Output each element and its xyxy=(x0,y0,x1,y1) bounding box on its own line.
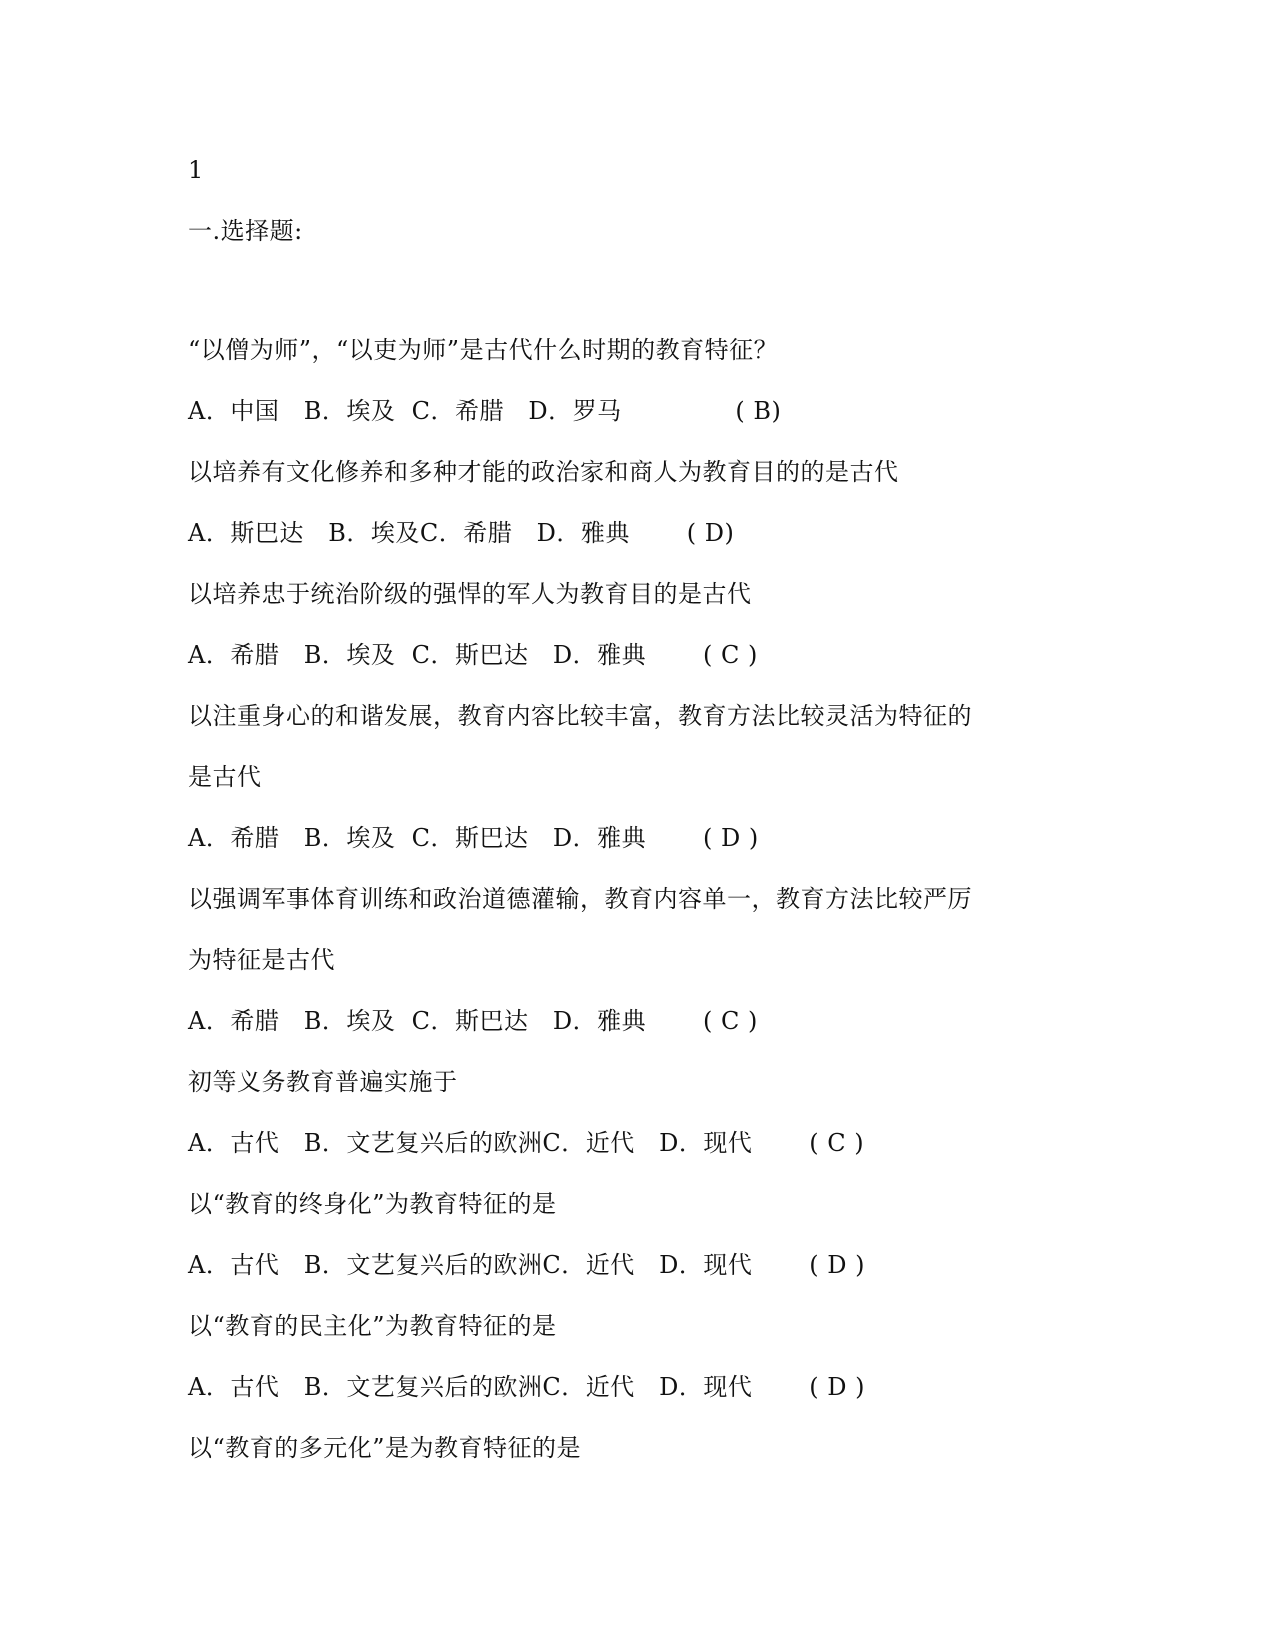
options-7: A．古代 B．文艺复兴后的欧洲C．近代 D．现代 ( D ) xyxy=(188,1251,865,1279)
options-8: A．古代 B．文艺复兴后的欧洲C．近代 D．现代 ( D ) xyxy=(188,1373,865,1401)
section-heading: 一.选择题: xyxy=(188,217,303,245)
question-4-line-1: 以注重身心的和谐发展，教育内容比较丰富，教育方法比较灵活为特征的 xyxy=(188,702,972,730)
question-5-line-1: 以强调军事体育训练和政治道德灌输，教育内容单一，教育方法比较严厉 xyxy=(188,885,972,913)
options-5: A．希腊 B．埃及 C．斯巴达 D．雅典 ( C ) xyxy=(188,1007,758,1035)
options-4: A．希腊 B．埃及 C．斯巴达 D．雅典 ( D ) xyxy=(188,824,759,852)
question-7: 以“教育的终身化”为教育特征的是 xyxy=(188,1190,557,1218)
spacer xyxy=(188,262,1088,320)
question-5-line-2: 为特征是古代 xyxy=(188,946,335,974)
options-3: A．希腊 B．埃及 C．斯巴达 D．雅典 ( C ) xyxy=(188,641,758,669)
options-2: A．斯巴达 B．埃及C．希腊 D．雅典 ( D) xyxy=(188,519,735,547)
options-6: A．古代 B．文艺复兴后的欧洲C．近代 D．现代 ( C ) xyxy=(188,1129,865,1157)
question-2: 以培养有文化修养和多种才能的政治家和商人为教育目的的是古代 xyxy=(188,458,899,486)
question-3: 以培养忠于统治阶级的强悍的军人为教育目的是古代 xyxy=(188,580,752,608)
question-6: 初等义务教育普遍实施于 xyxy=(188,1068,458,1096)
question-9: 以“教育的多元化”是为教育特征的是 xyxy=(188,1434,582,1462)
document-body xyxy=(188,140,1088,1479)
question-8: 以“教育的民主化”为教育特征的是 xyxy=(188,1312,557,1340)
page-number: 1 xyxy=(188,156,204,184)
options-1: A．中国 B．埃及 C．希腊 D．罗马 ( B) xyxy=(188,397,782,425)
question-1: “以僧为师”，“以吏为师”是古代什么时期的教育特征？ xyxy=(188,336,779,364)
question-4-line-2: 是古代 xyxy=(188,763,262,791)
